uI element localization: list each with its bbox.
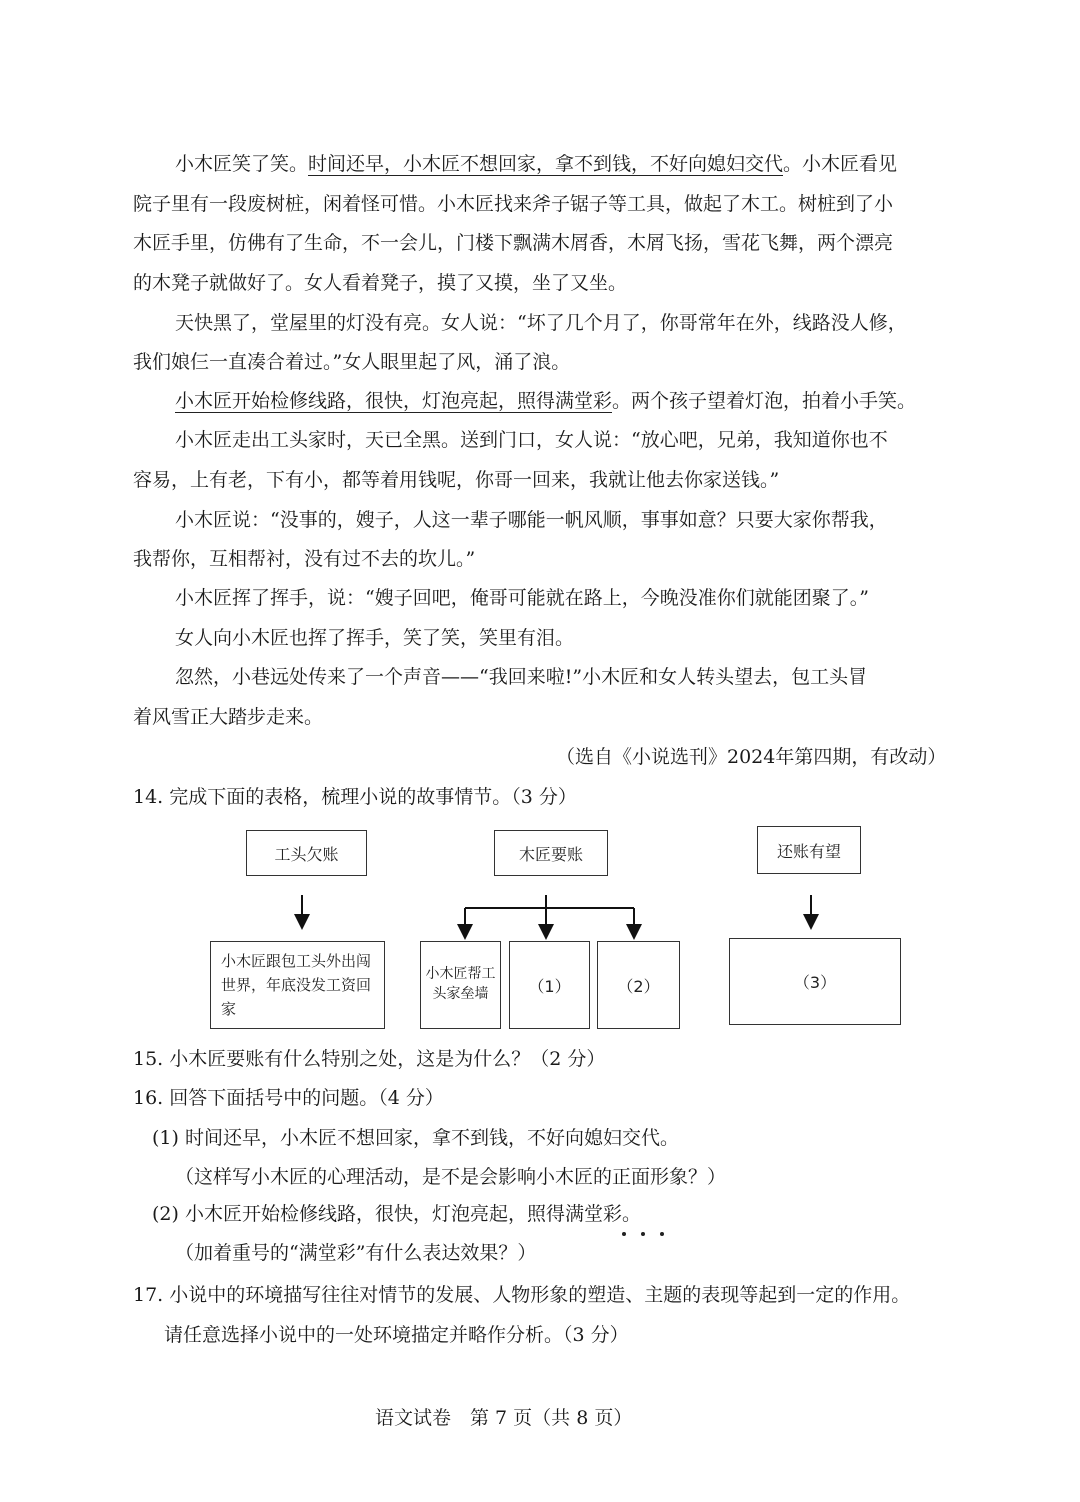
passage-p1-lead: 小木匠笑了笑。 [175,153,309,175]
emphasis-dot [641,1232,645,1236]
passage-p1-line2: 院子里有一段废树桩，闲着怪可惜。小木匠找来斧子锯子等工具，做起了木工。树桩到了小 [133,193,894,215]
q17-line-2: 请任意选择小说中的一处环境描定并略作分析。（3 分） [164,1324,629,1346]
q16-sentence-1: (1) 时间还早，小木匠不想回家，拿不到钱，不好向媳妇交代。 [152,1127,679,1149]
passage-p4-line1: 小木匠走出工头家时，天已全黑。送到门口，女人说：“放心吧，兄弟，我知道你也不 [175,429,888,451]
passage-p2-line2: 我们娘仨一直凑合着过。”女人眼里起了风，涌了浪。 [133,351,571,373]
q16-question-1: （这样写小木匠的心理活动，是不是会影响小木匠的正面形象？） [175,1166,727,1188]
q15-prompt: 15. 小木匠要账有什么特别之处，这是为什么？（2 分） [133,1048,606,1070]
flow-box-blank-2[interactable]: （2） [597,941,680,1029]
passage-source: （选自《小说选刊》2024年第四期，有改动） [556,746,947,768]
flow-box-blank-1[interactable]: （1） [509,941,590,1029]
q16-question-2: （加着重号的“满堂彩”有什么表达效果？） [175,1242,537,1264]
passage-p1-underlined: 时间还早，小木匠不想回家，拿不到钱，不好向媳妇交代 [308,153,784,175]
page-footer: 语文试卷 第 7 页（共 8 页） [375,1407,633,1429]
passage-p1-line4: 的木凳子就做好了。女人看着凳子，摸了又摸，坐了又坐。 [133,272,628,294]
flow-box-built-wall: 小木匠帮工头家垒墙 [420,941,501,1029]
q16-sentence-2: (2) 小木匠开始检修线路，很快，灯泡亮起，照得满堂彩。 [152,1203,641,1225]
emphasis-dot [622,1232,626,1236]
q17-line-1: 17. 小说中的环境描写往往对情节的发展、人物形象的塑造、主题的表现等起到一定的作用。 [133,1284,911,1306]
passage-p8-line1: 忽然，小巷远处传来了一个声音——“我回来啦!”小木匠和女人转头望去，包工头冒 [175,666,868,688]
passage-p2-line1: 天快黑了，堂屋里的灯没有亮。女人说：“坏了几个月了，你哥常年在外，线路没人修， [175,312,907,334]
passage-p5-line2: 我帮你，互相帮衬，没有过不去的坎儿。” [133,548,476,570]
passage-p8-line2: 着风雪正大踏步走来。 [133,706,324,728]
passage-p3-tail: 。两个孩子望着灯泡，拍着小手笑。 [612,390,917,412]
passage-p1-tail: 。小木匠看见 [783,153,898,175]
flow-box-went-out: 小木匠跟包工头外出闯世界，年底没发工资回家 [210,941,385,1029]
emphasis-dot [660,1232,664,1236]
passage-p7: 女人向小木匠也挥了挥手，笑了笑，笑里有泪。 [175,627,575,649]
q16-prompt: 16. 回答下面括号中的问题。（4 分） [133,1087,444,1109]
q14-prompt: 14. 完成下面的表格，梳理小说的故事情节。（3 分） [133,786,577,808]
flow-box-labor-debt: 工头欠账 [246,830,367,876]
passage-p1-line3: 木匠手里，仿佛有了生命，不一会儿，门楼下飘满木屑香，木屑飞扬，雪花飞舞，两个漂亮 [133,232,894,254]
passage-p3-underlined: 小木匠开始检修线路，很快，灯泡亮起，照得满堂彩 [175,390,613,412]
flow-box-carpenter-collects: 木匠要账 [494,830,608,876]
flow-box-repayment-hopeful: 还账有望 [757,826,861,874]
passage-p4-line2: 容易，上有老，下有小，都等着用钱呢，你哥一回来，我就让他去你家送钱。” [133,469,780,491]
passage-p5-line1: 小木匠说：“没事的，嫂子，人这一辈子哪能一帆风顺，事事如意？只要大家你帮我， [175,509,888,531]
passage-p6: 小木匠挥了挥手，说：“嫂子回吧，俺哥可能就在路上，今晚没准你们就能团聚了。” [175,587,869,609]
flow-box-blank-3[interactable]: （3） [729,938,901,1025]
